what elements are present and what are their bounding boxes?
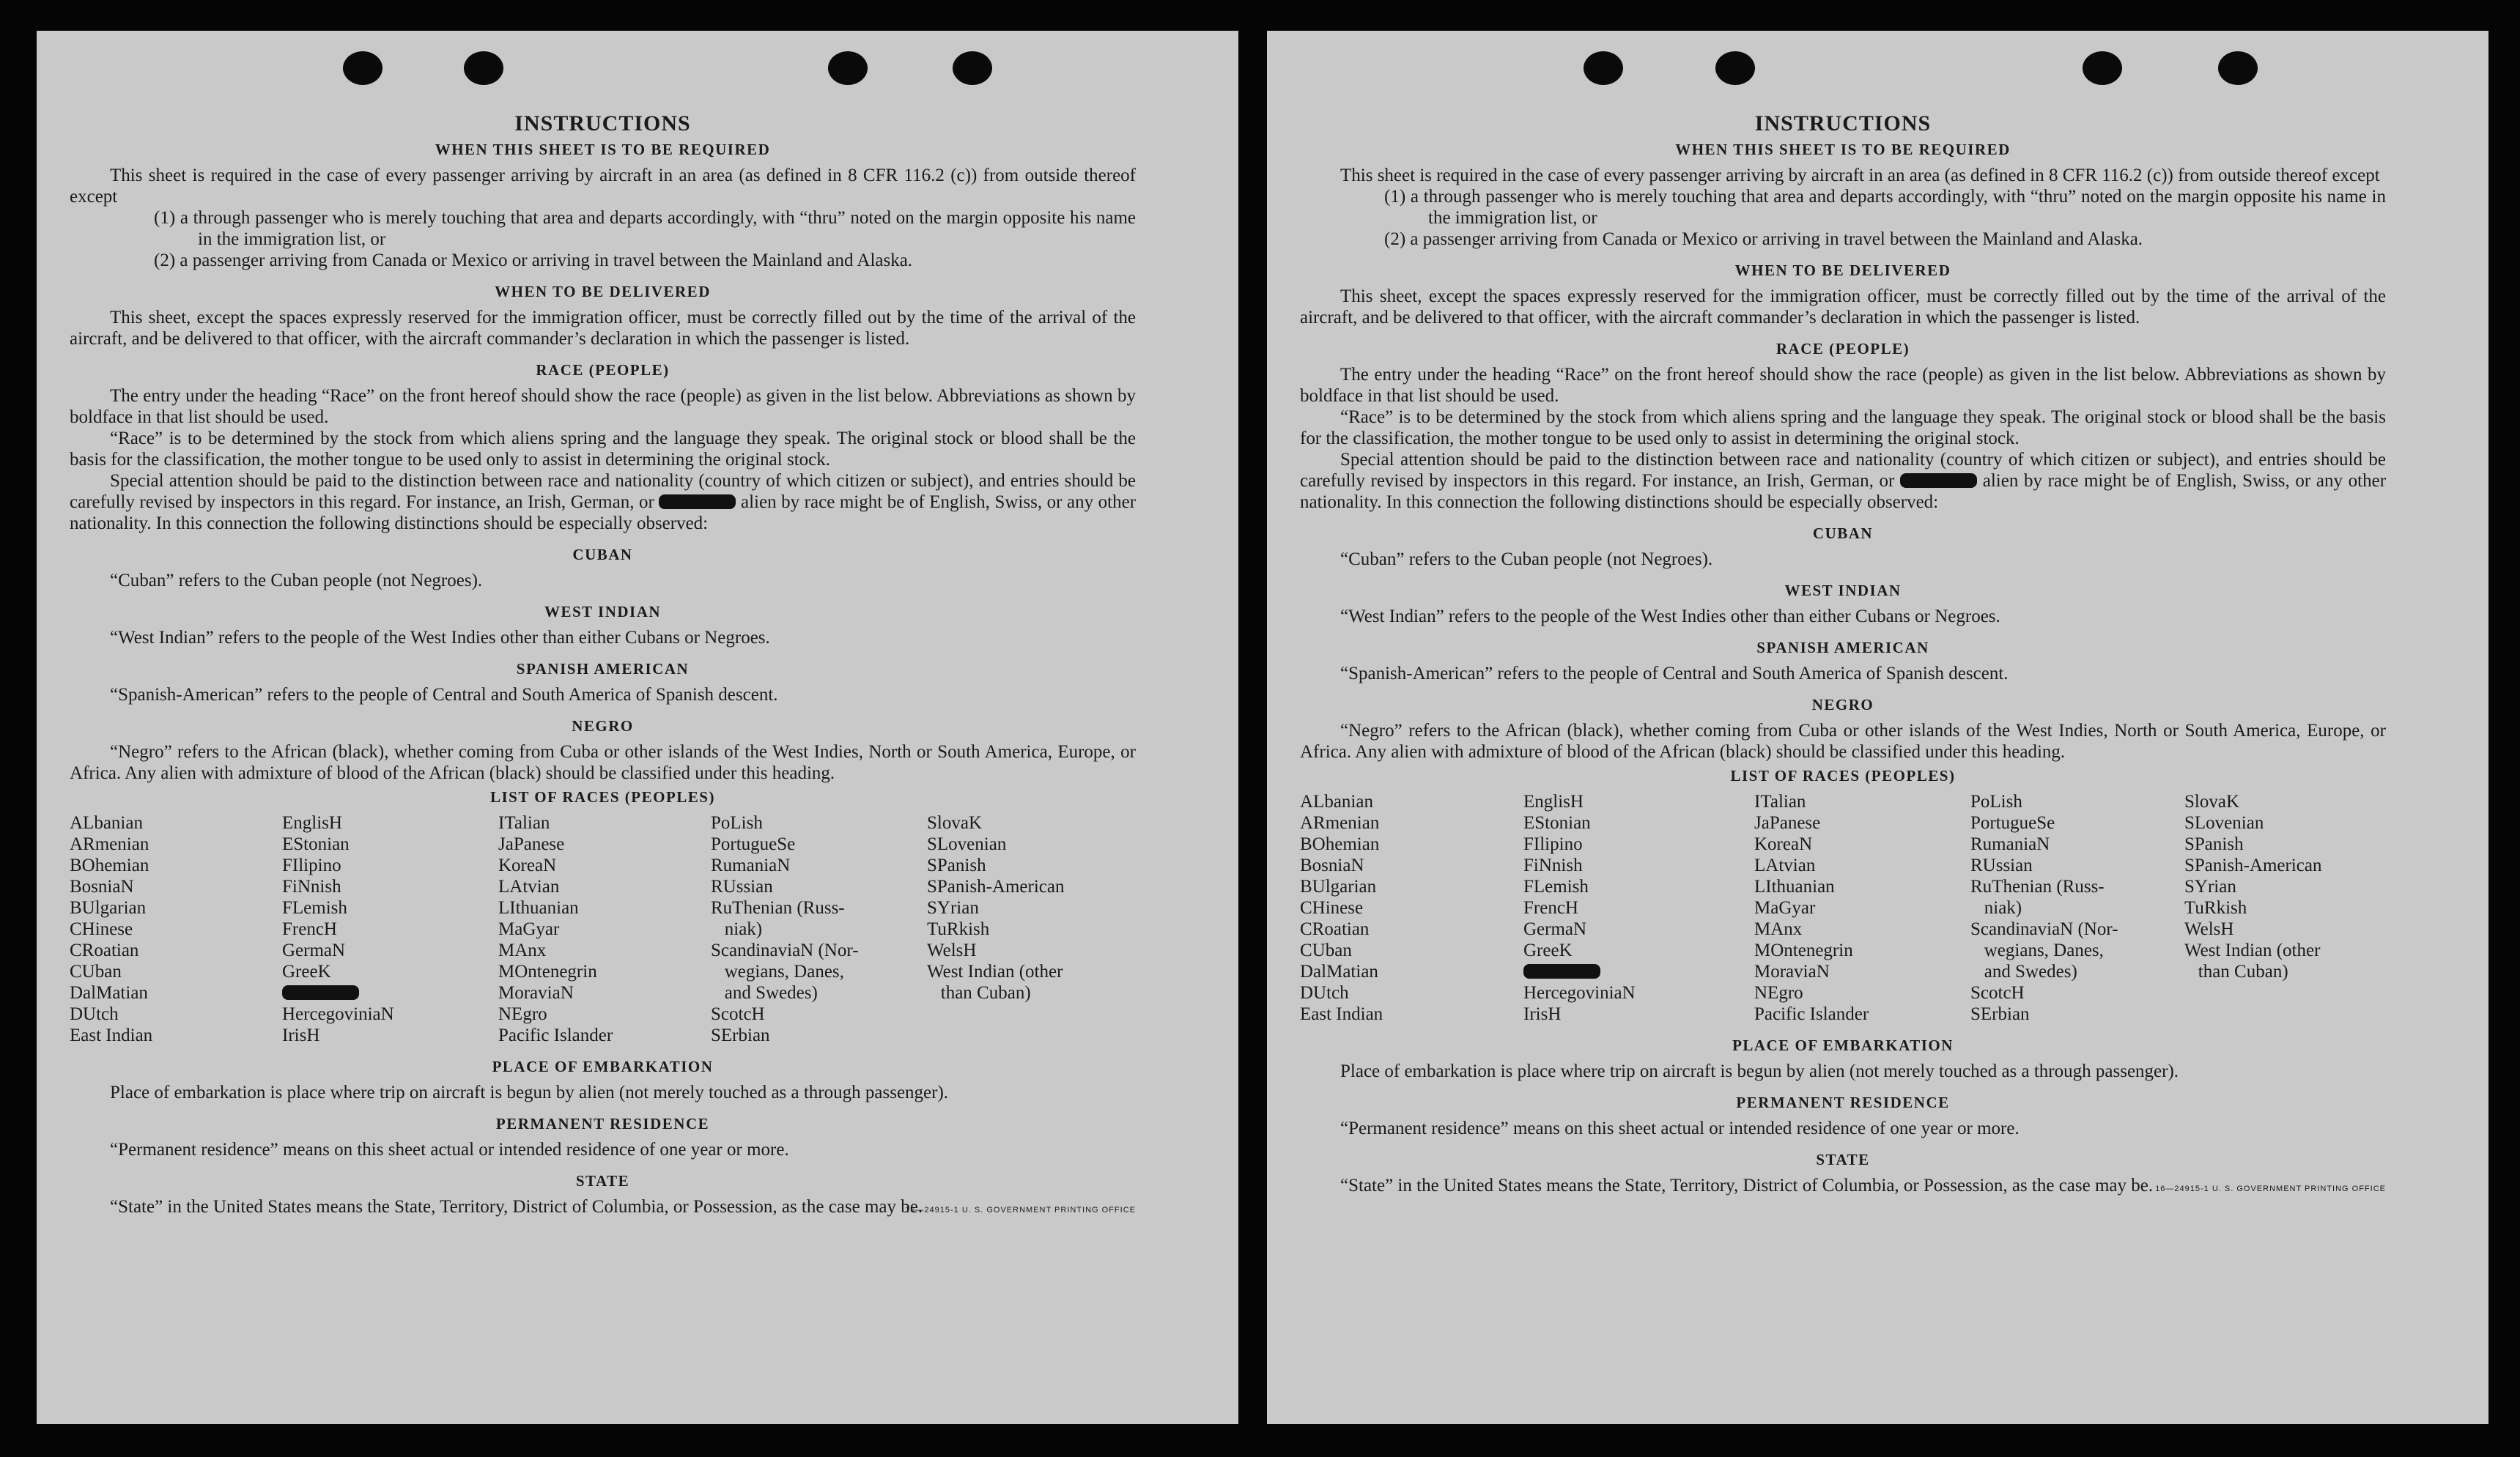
race-item: BUlgarian bbox=[70, 898, 147, 918]
race-item: DUtch bbox=[1300, 983, 1349, 1003]
redaction-mark bbox=[1900, 473, 1977, 488]
section-heading: SPANISH AMERICAN bbox=[516, 660, 690, 678]
races-list bbox=[70, 812, 1136, 1046]
race-item: DalMatian bbox=[1300, 962, 1378, 982]
race-item: West Indian (other bbox=[927, 962, 1063, 982]
paragraph: This sheet, except the spaces expressly reserved for the immigration officer, must be correctly filled out by the time of the arrival of the aircraft, and be delivered to that officer, with the aircraft commander’s declaration in which the passenger is listed. bbox=[1300, 286, 2386, 327]
redaction-mark bbox=[659, 494, 736, 509]
race-item: LIthuanian bbox=[1754, 877, 1835, 897]
race-item: MAnx bbox=[1754, 919, 1803, 939]
race-item: MaGyar bbox=[498, 919, 560, 939]
race-item: LAtvian bbox=[498, 877, 560, 897]
condition-item: (2) a passenger arriving from Canada or Mexico or arriving in travel between the Mainland and Alaska. bbox=[154, 251, 913, 270]
race-item: SErbian bbox=[1970, 1004, 2030, 1024]
race-item: East Indian bbox=[70, 1026, 153, 1045]
race-item: CUban bbox=[1300, 941, 1352, 960]
race-item: FiNnish bbox=[282, 877, 341, 897]
race-item: BosniaN bbox=[1300, 856, 1364, 875]
race-item: GreeK bbox=[282, 962, 331, 982]
race-item: wegians, Danes, bbox=[711, 962, 844, 982]
race-item: BUlgarian bbox=[1300, 877, 1377, 897]
printer-footer: 16—24915-1 U. S. GOVERNMENT PRINTING OFFICE bbox=[2155, 1184, 2386, 1193]
section-heading: WEST INDIAN bbox=[544, 603, 662, 620]
paragraph: This sheet is required in the case of every passenger arriving by aircraft in an area (as defined in 8 CFR 116.2 (c)) from outside thereof except bbox=[70, 166, 1136, 207]
race-item: WelsH bbox=[927, 941, 977, 960]
document-page-right bbox=[1267, 31, 2488, 1424]
section-heading: RACE (PEOPLE) bbox=[1776, 340, 1910, 357]
race-item: niak) bbox=[1970, 898, 2022, 918]
race-item: CHinese bbox=[70, 919, 133, 939]
race-item: KoreaN bbox=[1754, 834, 1813, 854]
condition-item: (2) a passenger arriving from Canada or Mexico or arriving in travel between the Mainland and Alaska. bbox=[1384, 229, 2143, 249]
redaction-mark bbox=[1523, 964, 1600, 979]
section-heading: PERMANENT RESIDENCE bbox=[1736, 1094, 1950, 1111]
instructions-content bbox=[70, 111, 1136, 1217]
race-item: FLemish bbox=[282, 898, 347, 918]
race-item: GermaN bbox=[282, 941, 346, 960]
punch-hole bbox=[2083, 51, 2122, 85]
paragraph: “Race” is to be determined by the stock from which aliens spring and the language they speak. The original stock or blood shall be the basis for the classification, the mother tongue to be used only to assist in determining the original stock. bbox=[70, 429, 1136, 470]
paragraph: “Cuban” refers to the Cuban people (not Negroes). bbox=[1340, 549, 1713, 569]
race-item: and Swedes) bbox=[711, 983, 818, 1003]
race-item: HercegoviniaN bbox=[282, 1004, 394, 1024]
paragraph: The entry under the heading “Race” on the front hereof should show the race (people) as given in the list below. Abbreviations as shown by boldface in that list should be used. bbox=[70, 386, 1136, 427]
paragraph: This sheet is required in the case of every passenger arriving by aircraft in an area (as defined in 8 CFR 116.2 (c)) from outside thereof except bbox=[1340, 166, 2380, 185]
race-item: RuThenian (Russ- bbox=[711, 898, 845, 918]
paragraph: “Negro” refers to the African (black), whether coming from Cuba or other islands of the West Indies, North or South America, Europe, or Africa. Any alien with admixture of blood of the African (black) should be classified under this heading. bbox=[1300, 721, 2386, 762]
race-item: RUssian bbox=[711, 877, 773, 897]
race-item: PortugueSe bbox=[1970, 813, 2055, 833]
race-item: JaPanese bbox=[1754, 813, 1821, 833]
section-heading: CUBAN bbox=[1812, 524, 1874, 542]
race-item: GreeK bbox=[1523, 941, 1573, 960]
section-heading: STATE bbox=[1816, 1151, 1870, 1168]
punch-hole bbox=[828, 51, 868, 85]
race-item: FrencH bbox=[1523, 898, 1578, 918]
paragraph: “Cuban” refers to the Cuban people (not Negroes). bbox=[110, 571, 483, 590]
race-item: PortugueSe bbox=[711, 834, 796, 854]
race-item: Pacific Islander bbox=[498, 1026, 613, 1045]
race-item: PoLish bbox=[711, 813, 763, 833]
race-item: TuRkish bbox=[2184, 898, 2247, 918]
race-item: MOntenegrin bbox=[1754, 941, 1853, 960]
paragraph: “State” in the United States means the State, Territory, District of Columbia, or Possession, as the case may be. bbox=[110, 1197, 923, 1217]
race-item: FiNnish bbox=[1523, 856, 1583, 875]
punch-hole bbox=[953, 51, 992, 85]
race-item: ScotcH bbox=[1970, 983, 2025, 1003]
race-item: LIthuanian bbox=[498, 898, 579, 918]
race-item: ARmenian bbox=[1300, 813, 1380, 833]
race-item-redacted bbox=[282, 982, 498, 1004]
race-item: MOntenegrin bbox=[498, 962, 597, 982]
race-item: ScotcH bbox=[711, 1004, 765, 1024]
race-item: DUtch bbox=[70, 1004, 119, 1024]
paragraph: Place of embarkation is place where trip on aircraft is begun by alien (not merely touched as a through passenger). bbox=[110, 1083, 949, 1102]
instructions-content bbox=[1300, 111, 2386, 1196]
paragraph: “Negro” refers to the African (black), whether coming from Cuba or other islands of the West Indies, North or South America, Europe, or Africa. Any alien with admixture of blood of the African (black) should be classified under this heading. bbox=[70, 742, 1136, 783]
race-item: FIlipino bbox=[282, 856, 341, 875]
race-item: Pacific Islander bbox=[1754, 1004, 1869, 1024]
section-heading: SPANISH AMERICAN bbox=[1756, 639, 1929, 656]
race-item: EnglisH bbox=[282, 813, 342, 833]
race-item: HercegoviniaN bbox=[1523, 983, 1636, 1003]
race-item: and Swedes) bbox=[1970, 962, 2077, 982]
paragraph-part: alien by race might be of English, Swiss, or any other nationality. In this connection the following distinctions should be especially observed: bbox=[70, 492, 1137, 533]
race-item: CHinese bbox=[1300, 898, 1364, 918]
race-item: SlovaK bbox=[927, 813, 982, 833]
section-heading: WHEN TO BE DELIVERED bbox=[1734, 262, 1951, 279]
section-heading: WEST INDIAN bbox=[1784, 582, 1902, 599]
section-heading: PERMANENT RESIDENCE bbox=[495, 1115, 710, 1132]
paragraph: “Permanent residence” means on this sheet actual or intended residence of one year or more. bbox=[1340, 1119, 2020, 1138]
punch-hole bbox=[343, 51, 383, 85]
race-item: IrisH bbox=[282, 1026, 320, 1045]
printer-footer: 16—24915-1 U. S. GOVERNMENT PRINTING OFFICE bbox=[905, 1206, 1136, 1215]
race-item: JaPanese bbox=[498, 834, 565, 854]
race-item: GermaN bbox=[1523, 919, 1587, 939]
race-item: MAnx bbox=[498, 941, 547, 960]
section-heading: STATE bbox=[575, 1172, 630, 1190]
race-item: BosniaN bbox=[70, 877, 134, 897]
section-heading: LIST OF RACES (PEOPLES) bbox=[1730, 767, 1956, 785]
section-heading: LIST OF RACES (PEOPLES) bbox=[490, 788, 715, 806]
condition-item: (1) a through passenger who is merely touching that area and departs accordingly, with “thru” noted on the margin opposite his name in the immigration list, or bbox=[154, 208, 1136, 249]
paragraph: The entry under the heading “Race” on the front hereof should show the race (people) as given in the list below. Abbreviations as shown by boldface in that list should be used. bbox=[1300, 365, 2386, 406]
race-item: ScandinaviaN (Nor- bbox=[711, 941, 859, 960]
race-item: RuThenian (Russ- bbox=[1970, 877, 2105, 897]
punch-hole bbox=[1584, 51, 1623, 85]
race-item: KoreaN bbox=[498, 856, 557, 875]
race-item: NEgro bbox=[498, 1004, 547, 1024]
redaction-mark bbox=[282, 985, 359, 1000]
section-heading: NEGRO bbox=[1811, 696, 1874, 713]
punch-hole bbox=[464, 51, 503, 85]
section-heading: PLACE OF EMBARKATION bbox=[1732, 1037, 1954, 1054]
race-item: FLemish bbox=[1523, 877, 1589, 897]
race-item: SPanish bbox=[927, 856, 986, 875]
punch-hole bbox=[2218, 51, 2258, 85]
race-item: wegians, Danes, bbox=[1970, 941, 2104, 960]
paragraph: “Spanish-American” refers to the people of Central and South America of Spanish descent. bbox=[110, 685, 778, 705]
paragraph: “Permanent residence” means on this sheet actual or intended residence of one year or more. bbox=[110, 1140, 789, 1160]
race-item: SLovenian bbox=[927, 834, 1007, 854]
race-item: BOhemian bbox=[70, 856, 149, 875]
race-item: ScandinaviaN (Nor- bbox=[1970, 919, 2118, 939]
page-title: INSTRUCTIONS bbox=[1754, 111, 1932, 136]
paragraph: Place of embarkation is place where trip on aircraft is begun by alien (not merely touched as a through passenger). bbox=[1340, 1061, 2179, 1081]
paragraph: “Spanish-American” refers to the people of Central and South America of Spanish descent. bbox=[1340, 664, 2009, 683]
paragraph-part: alien by race might be of English, Swiss, or any other nationality. In this connection the following distinctions should be especially observed: bbox=[1300, 471, 2387, 512]
race-item: ALbanian bbox=[1300, 792, 1373, 812]
race-item: RumaniaN bbox=[711, 856, 791, 875]
race-item: EStonian bbox=[1523, 813, 1591, 833]
race-item: MoraviaN bbox=[1754, 962, 1830, 982]
race-item: MoraviaN bbox=[498, 983, 574, 1003]
section-heading: NEGRO bbox=[572, 717, 634, 735]
race-item: SlovaK bbox=[2184, 792, 2239, 812]
paragraph bbox=[1300, 449, 2386, 513]
paragraph: “Race” is to be determined by the stock from which aliens spring and the language they speak. The original stock or blood shall be the basis for the classification, the mother tongue to be used only to assist in determining the original stock. bbox=[1300, 407, 2386, 448]
race-item: West Indian (other bbox=[2184, 941, 2321, 960]
race-item-redacted bbox=[1523, 961, 1754, 982]
document-page-left bbox=[37, 31, 1238, 1424]
paragraph bbox=[70, 470, 1136, 534]
paragraph: “State” in the United States means the State, Territory, District of Columbia, or Possession, as the case may be. bbox=[1340, 1176, 2154, 1195]
race-item: BOhemian bbox=[1300, 834, 1380, 854]
paragraph: “West Indian” refers to the people of the West Indies other than either Cubans or Negroes. bbox=[1340, 607, 2000, 626]
race-item: RUssian bbox=[1970, 856, 2033, 875]
race-item: IrisH bbox=[1523, 1004, 1562, 1024]
race-item: CUban bbox=[70, 962, 122, 982]
race-item: SPanish-American bbox=[927, 877, 1065, 897]
race-item: East Indian bbox=[1300, 1004, 1383, 1024]
race-item: EnglisH bbox=[1523, 792, 1584, 812]
race-item: MaGyar bbox=[1754, 898, 1816, 918]
race-item: than Cuban) bbox=[2184, 962, 2288, 982]
race-item: RumaniaN bbox=[1970, 834, 2050, 854]
race-item: FrencH bbox=[282, 919, 337, 939]
race-item: PoLish bbox=[1970, 792, 2022, 812]
race-item: than Cuban) bbox=[927, 983, 1031, 1003]
punch-hole bbox=[1715, 51, 1755, 85]
race-item: ITalian bbox=[498, 813, 550, 833]
race-item: NEgro bbox=[1754, 983, 1803, 1003]
race-item: niak) bbox=[711, 919, 763, 939]
section-heading: WHEN THIS SHEET IS TO BE REQUIRED bbox=[1675, 141, 2011, 158]
races-list bbox=[1300, 791, 2386, 1025]
race-item: SYrian bbox=[927, 898, 979, 918]
section-heading: RACE (PEOPLE) bbox=[536, 361, 670, 379]
race-item: WelsH bbox=[2184, 919, 2234, 939]
race-item: SYrian bbox=[2184, 877, 2236, 897]
race-item: TuRkish bbox=[927, 919, 990, 939]
race-item: CRoatian bbox=[70, 941, 139, 960]
paragraph: This sheet, except the spaces expressly reserved for the immigration officer, must be correctly filled out by the time of the arrival of the aircraft, and be delivered to that officer, with the aircraft commander’s declaration in which the passenger is listed. bbox=[70, 308, 1136, 349]
race-item: SErbian bbox=[711, 1026, 770, 1045]
race-item: ALbanian bbox=[70, 813, 143, 833]
race-item: EStonian bbox=[282, 834, 350, 854]
race-item: ITalian bbox=[1754, 792, 1806, 812]
paragraph: “West Indian” refers to the people of the West Indies other than either Cubans or Negroes. bbox=[110, 628, 770, 648]
page-title: INSTRUCTIONS bbox=[514, 111, 691, 136]
race-item: SPanish bbox=[2184, 834, 2244, 854]
race-item: SPanish-American bbox=[2184, 856, 2322, 875]
paragraph-part: Special attention should be paid to the distinction between race and nationality (country of which citizen or subject), and entries should be carefully revised by inspectors in this regard. For instance, an Irish, German, or bbox=[1300, 450, 2386, 491]
race-item: DalMatian bbox=[70, 983, 148, 1003]
race-item: SLovenian bbox=[2184, 813, 2264, 833]
race-item: ARmenian bbox=[70, 834, 149, 854]
section-heading: CUBAN bbox=[572, 546, 633, 563]
section-heading: PLACE OF EMBARKATION bbox=[492, 1058, 714, 1075]
race-item: CRoatian bbox=[1300, 919, 1370, 939]
section-heading: WHEN TO BE DELIVERED bbox=[495, 283, 711, 300]
race-item: FIlipino bbox=[1523, 834, 1583, 854]
paragraph-part: Special attention should be paid to the distinction between race and nationality (country of which citizen or subject), and entries should be carefully revised by inspectors in this regard. For instance, an Irish, German, or bbox=[70, 471, 1136, 512]
race-item: LAtvian bbox=[1754, 856, 1816, 875]
section-heading: WHEN THIS SHEET IS TO BE REQUIRED bbox=[435, 141, 771, 158]
condition-item: (1) a through passenger who is merely touching that area and departs accordingly, with “thru” noted on the margin opposite his name in the immigration list, or bbox=[1384, 187, 2386, 228]
